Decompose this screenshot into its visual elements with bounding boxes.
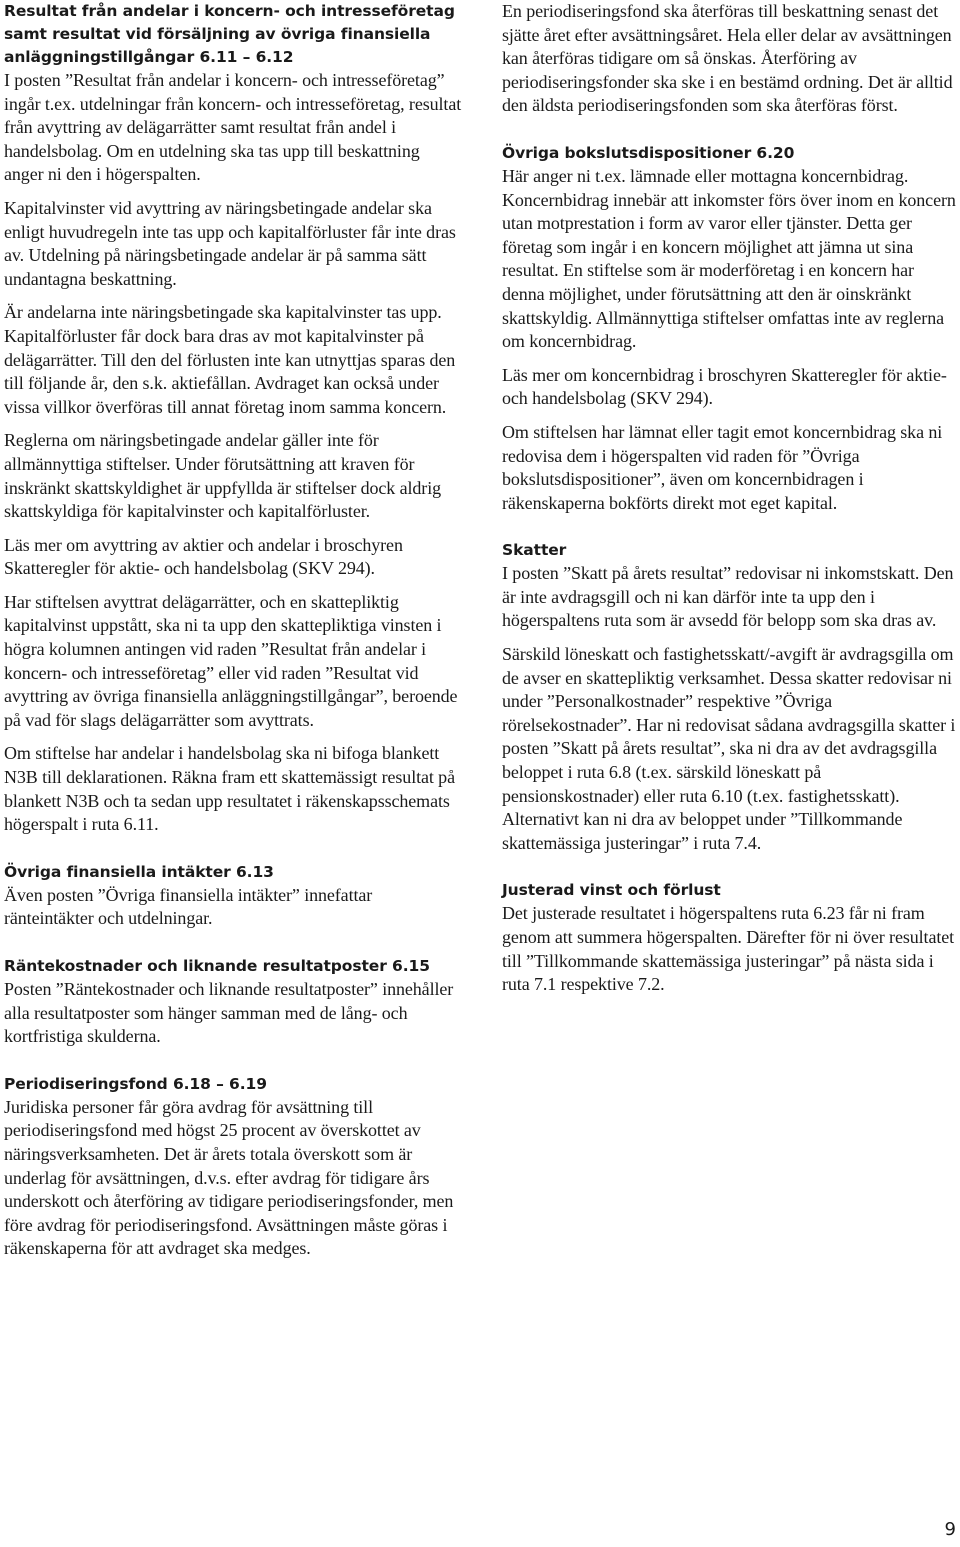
section-ovriga-bokslutsdispositioner bbox=[502, 142, 960, 515]
paragraph: I posten ”Skatt på årets resultat” redovisar ni inkomstskatt. Den är inte avdragsgill och ni kan därför inte ta upp den i högerspaltens ruta som är avsedd för belopp som ska dras av. bbox=[502, 563, 954, 631]
section-rantekostnader bbox=[4, 955, 462, 1049]
paragraph: I posten ”Resultat från andelar i koncern- och intresseföretag” ingår t.ex. utdelningar från koncern- och intresseföretag, resultat från avyttring av delägarrätter samt resultat från andel i handelsbolag. Om en utdelning ska tas upp till beskattning anger ni den i högerspalten. bbox=[4, 70, 462, 185]
section-heading: Övriga finansiella intäkter 6.13 bbox=[4, 862, 274, 881]
paragraph: Har stiftelsen avyttrat delägarrätter, och en skattepliktig kapitalvinst uppstått, ska ni ta upp den skattepliktiga vinsten i högra kolumnen antingen vid raden ”Resultat från andelar i koncern- och intresseföretag” eller vid raden ”Resultat vid avyttring av övriga finansiella anläggningstillgångar”, beroende på vad för slags delägarrätter som avyttrats. bbox=[4, 591, 458, 730]
paragraph: Om stiftelse har andelar i handelsbolag ska ni bifoga blankett N3B till deklarationen. Räkna fram ett skattemässigt resultat på blankett N3B och ta sedan upp resultatet i räkenskapsschemats högerspalt i ruta 6.11. bbox=[4, 743, 455, 835]
section-periodiseringsfond-continued bbox=[502, 0, 960, 118]
paragraph: Posten ”Räntekostnader och liknande resultatposter” innehåller alla resultatposter som hänger samman med de lång- och kortfristiga skulderna. bbox=[4, 979, 454, 1047]
paragraph: Reglerna om näringsbetingade andelar gäller inte för allmännyttiga stiftelser. Under förutsättning att kraven för inskränkt skattskyldighet är uppfyllda är stiftelser dock aldrig skattskyldiga för kapitalvinster och kapitalförluster. bbox=[4, 430, 441, 522]
section-periodiseringsfond bbox=[4, 1073, 462, 1261]
paragraph: En periodiseringsfond ska återföras till beskattning senast det sjätte året efter avsättningsåret. Hela eller delar av avsättningen kan återföras tidigare om så önskas. Återföring av periodiseringsfonder ska ske i en bestämd ordning. Det är alltid den äldsta periodiseringsfonden som ska återföras först. bbox=[502, 1, 953, 116]
section-heading: Periodiseringsfond 6.18 – 6.19 bbox=[4, 1074, 267, 1093]
section-ovriga-finansiella-intakter bbox=[4, 861, 462, 931]
paragraph: Kapitalvinster vid avyttring av näringsbetingade andelar ska enligt huvudregeln inte tas upp och kapitalförluster får inte dras av. Utdelning på näringsbetingade andelar är på samma sätt undantagna beskattning. bbox=[4, 197, 456, 289]
section-heading: Skatter bbox=[502, 541, 567, 560]
section-heading: Räntekostnader och liknande resultatposter 6.15 bbox=[4, 957, 430, 975]
paragraph: Här anger ni t.ex. lämnade eller mottagna koncernbidrag. Koncernbidrag innebär att inkomster förs över inom en koncern utan motprestation i form av varor eller tjänster. Detta ger företag som ingår i en koncern möjlighet att jämna ut sina resultat. En stiftelse som är moderföretag i en koncern har denna möjlighet, under förutsättning att den är oinskränkt skattskyldig. Allmännyttiga stiftelser omfattas inte av reglerna om koncernbidrag. bbox=[502, 165, 956, 352]
section-heading: Övriga bokslutsdispositioner 6.20 bbox=[502, 143, 795, 162]
page-number: 9 bbox=[944, 1519, 956, 1540]
section-justerad-vinst bbox=[502, 879, 960, 996]
paragraph: Det justerade resultatet i högerspaltens ruta 6.23 får ni fram genom att summera högerspalten. Därefter för ni över resultatet till ”Tillkommande skattemässiga justeringar” på nästa sida i ruta 7.1 respektive 7.2. bbox=[502, 903, 955, 995]
right-column bbox=[502, 0, 960, 1007]
section-heading: Justerad vinst och förlust bbox=[502, 881, 721, 900]
section-resultat-andelar bbox=[4, 0, 462, 837]
left-column bbox=[4, 0, 462, 1271]
section-heading: Resultat från andelar i koncern- och intresseföretag samt resultat vid försäljning av övriga finansiella anläggningstillgångar 6.11 – 6.12 bbox=[4, 2, 455, 66]
paragraph: Juridiska personer får göra avdrag för avsättning till periodiseringsfond med högst 25 procent av överskottet av näringsverksamheten. Det är årets totala överskott som är underlag för avsättningen, d.v.s. efter avdrag för tidigare års underskott och återföring av tidigare periodiseringsfonder, men före avdrag för periodiseringsfond. Avsättningen måste göras i räkenskaperna för att avdraget ska medges. bbox=[4, 1096, 454, 1259]
paragraph: Läs mer om avyttring av aktier och andelar i broschyren Skatteregler för aktie- och handelsbolag (SKV 294). bbox=[4, 534, 403, 579]
section-skatter bbox=[502, 539, 960, 855]
paragraph: Särskild löneskatt och fastighetsskatt/-avgift är avdragsgilla om de avser en skattepliktig verksamhet. Dessa skatter redovisar ni under ”Personalkostnader” respektive ”Övriga rörelsekostnader”. Har ni redovisat sådana avdragsgilla skatter i posten ”Skatt på årets resultat”, ska ni dra av det avdragsgilla beloppet i ruta 6.8 (t.ex. särskild löneskatt på pensionskostnader) eller ruta 6.10 (t.ex. fastighetsskatt). Alternativt kan ni dra av beloppet under ”Tillkommande skattemässiga justeringar” i ruta 7.4. bbox=[502, 644, 956, 853]
paragraph: Om stiftelsen har lämnat eller tagit emot koncernbidrag ska ni redovisa dem i högerspalten vid raden för ”Övriga bokslutsdispositioner”, även om koncernbidragen i räkenskaperna bokförts direkt mot eget kapital. bbox=[502, 421, 943, 513]
paragraph: Är andelarna inte näringsbetingade ska kapitalvinster tas upp. Kapitalförluster får dock bara dras av mot kapitalvinster på delägarrätter. Till den del förlusten inte kan utnyttjas sparas den till följande år, den s.k. aktiefållan. Avdraget kan också under vissa villkor överföras till annat företag inom samma koncern. bbox=[4, 302, 456, 417]
paragraph: Läs mer om koncernbidrag i broschyren Skatteregler för aktie- och handelsbolag (SKV 294). bbox=[502, 364, 947, 409]
paragraph: Även posten ”Övriga finansiella intäkter” innefattar ränteintäkter och utdelningar. bbox=[4, 884, 373, 929]
